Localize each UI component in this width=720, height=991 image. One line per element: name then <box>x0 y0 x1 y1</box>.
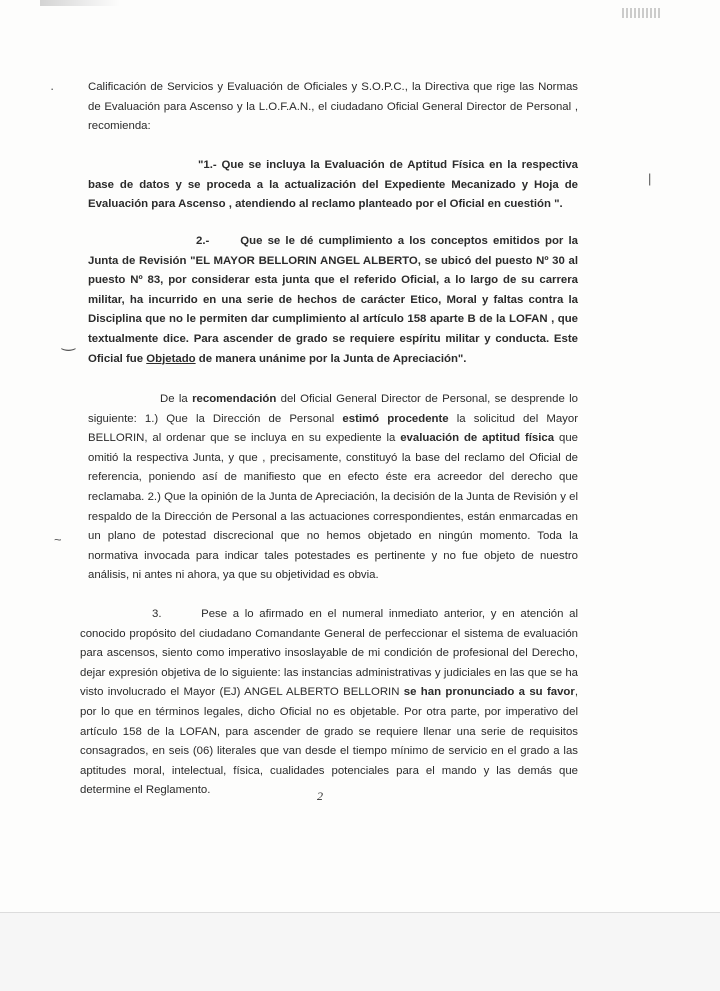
page-number: 2 <box>317 789 323 803</box>
analysis-bold: evaluación de aptitud física <box>400 432 555 445</box>
analysis-text: que omitió la respectiva Junta, y que , precisamente, constituyó la base del reclamo del Oficial de referencia, poniendo así de manifiesto que en efecto éste era acreedor del derecho que reclamaba. 2.) Que la opinión de la Junta de Apreciación, la decisión de la Junta de Revisión y el respaldo de la Dirección de Personal a las actuaciones correspondientes, están enmarcadas en un plano de potestad discrecional que no hemos objetado en ningún momento. Toda la normativa invocada para indicar tales potestades es pertinente y no fue objeto de nuestro análisis, ni antes ni ahora, ya que su objetividad es obvia. <box>88 432 578 582</box>
margin-mark: ‿ <box>62 334 75 351</box>
recommendation-2 <box>88 232 578 369</box>
paragraph-3-text: , por lo que en términos legales, dicho Oficial no es objetable. Por otra parte, por imperativo del artículo 158 de la LOFAN, para ascender de grado se requiere llenar una serie de requisitos consagrados, en seis (06) literales que van desde el tiempo mínimo de servicio en el grado a las aptitudes moral, intelectual, física, cualidades potenciales para el mando y las demás que determine el Reglamento. <box>80 686 578 797</box>
analysis-paragraph <box>88 390 578 586</box>
analysis-text: del Oficial General Director de Personal, se desprende lo siguiente: 1.) Que la Dirección de Personal <box>88 393 578 425</box>
paragraph-3-text: Pese a lo afirmado en el numeral inmediato anterior, y en atención al conocido propósito del ciudadano Comandante General de perfeccionar el sistema de evaluación para ascensos, siento como imperativo insoslayable de mi condición de profesional del Derecho, dejar expresión objetiva de lo siguiente: las instancias administrativas y judiciales en las que se ha visto involucrado el Mayor (EJ) ANGEL ALBERTO BELLORIN <box>80 608 578 699</box>
scan-artifact-top <box>40 0 120 6</box>
recommendation-1: "1.- Que se incluya la Evaluación de Aptitud Física en la respectiva base de datos y se proceda a la actualización del Expediente Mecanizado y Hoja de Evaluación para Ascenso , atendiendo al reclamo planteado por el Oficial en cuestión ". <box>88 159 578 211</box>
analysis-bold: recomendación <box>192 393 277 405</box>
scan-artifact-right <box>622 8 662 18</box>
paragraph-3-number: 3. <box>152 608 162 620</box>
recommendation-2-number: 2.- <box>196 235 210 247</box>
paragraph-3-bold: se han pronunciado a su favor <box>403 686 575 699</box>
intro-paragraph: Calificación de Servicios y Evaluación de Oficiales y S.O.P.C., la Directiva que rige las Normas de Evaluación para Ascenso y la L.O.F.A.N., el ciudadano Oficial General Director de Personal , recomienda: <box>88 81 578 133</box>
margin-mark: ~ <box>54 532 62 547</box>
analysis-text: De la <box>160 393 188 405</box>
scan-background <box>0 912 720 991</box>
recommendation-2-text: Que se le dé cumplimiento a los conceptos emitidos por la Junta de Revisión "EL MAYOR BELLORIN ANGEL ALBERTO, se ubicó del puesto Nº 30 al puesto Nº 83, por considerar esta junta que el referido Oficial, a lo largo de su carrera militar, ha incurrido en una serie de hechos de carácter Etico, Moral y faltas contra la Disciplina que no le permiten dar cumplimiento al artículo 158 aparte B de la LOFAN , que textualmente dice. Para ascender de grado se requiere espíritu militar y conducta. Este Oficial fue <box>88 235 578 365</box>
analysis-bold: estimó procedente <box>342 412 449 425</box>
paragraph-3 <box>80 605 578 801</box>
recommendation-2-end: de manera unánime por la Junta de Apreciación". <box>198 352 467 365</box>
margin-mark: · <box>50 81 55 96</box>
underlined-word: Objetado <box>146 352 196 365</box>
analysis-text: la solicitud del Mayor BELLORIN, al ordenar que se incluya en su expediente la <box>88 412 578 445</box>
margin-mark: | <box>648 171 652 186</box>
